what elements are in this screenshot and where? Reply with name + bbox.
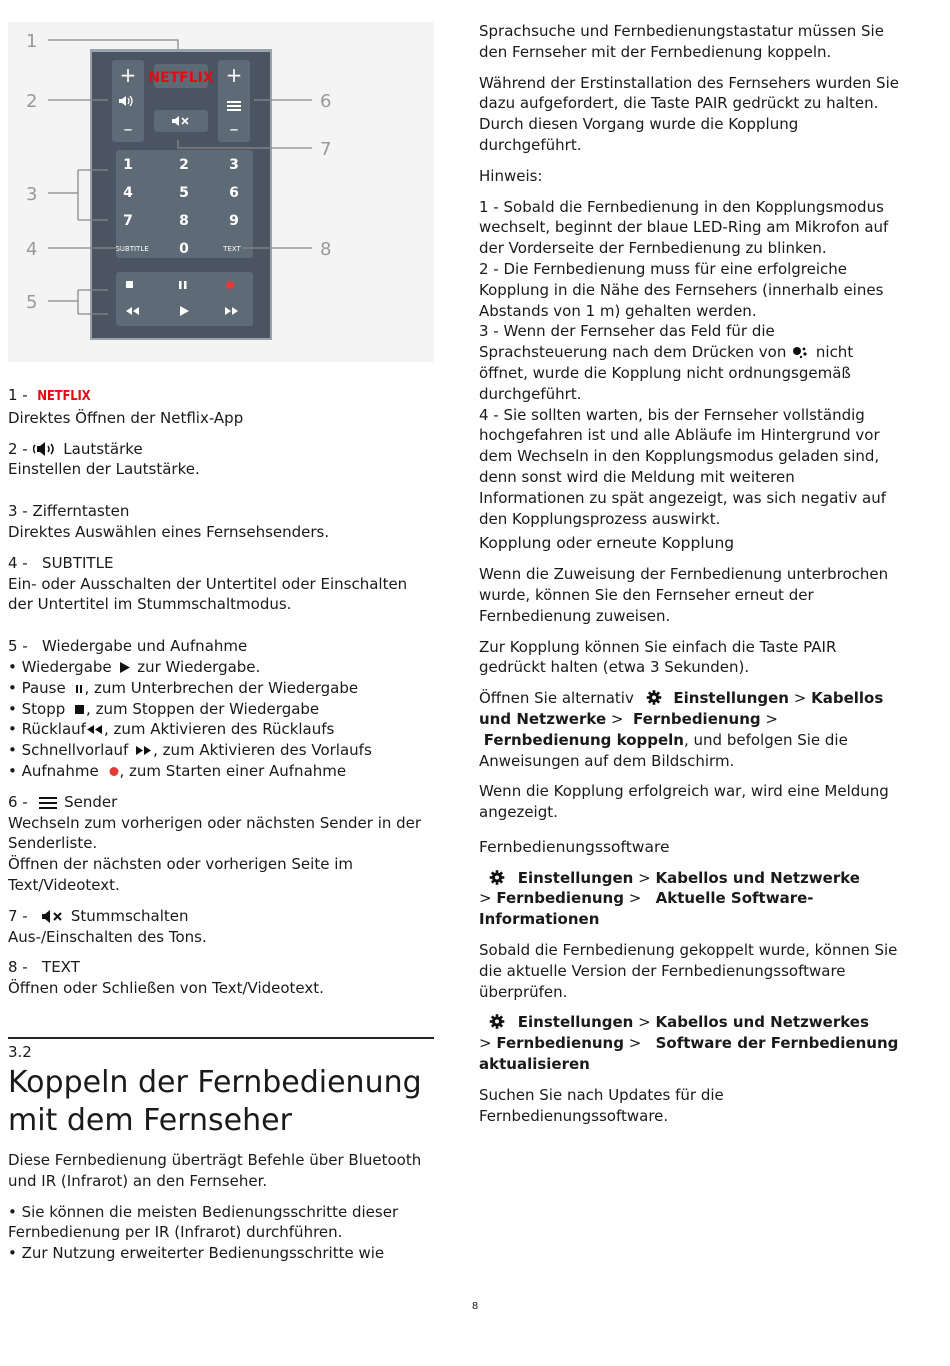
bullet-text: , zum Aktivieren des Vorlaufs [153,741,372,760]
section-intro: Diese Fernbedienung überträgt Befehle über Bluetooth und IR (Infrarot) an den Fernseher. [8,1150,422,1190]
subtitle-key: SUBTITLE [115,245,149,253]
bullet-text: • Rücklauf [8,720,86,739]
pause-icon [71,682,85,695]
digit-key: 7 [123,213,133,229]
rewind-icon [86,723,104,736]
legend-item-8-title [8,957,434,978]
item-label: Sender [64,792,118,811]
record-icon [104,765,120,778]
note-1: 1 - Sobald die Fernbedienung in den Kopplungsmodus wechselt, beginnt der blaue LED-Ring am Mikrofon auf der Vorderseite der Fernbedienung zu blinken. [479,197,889,258]
digit-key: 8 [179,213,189,229]
menu-path-item: Fernbedienung [496,1034,624,1053]
pairing-para-6: Wenn die Kopplung erfolgreich war, wird eine Meldung angezeigt. [479,782,889,822]
item-label: Stummschalten [70,906,189,925]
digit-key: 3 [229,157,239,173]
bullet-text: , zum Stoppen der Wiedergabe [86,699,320,718]
mute-icon [42,910,66,923]
menu-path-item: Fernbedienung koppeln [483,730,684,749]
pause-line [8,678,434,699]
legend-item-6-desc-1: Wechseln zum vorherigen oder nächsten Sender in der Senderliste. [8,813,422,853]
channel-plus: + [225,63,243,87]
digit-key: 2 [179,157,189,173]
rewind-line [8,719,434,740]
callout-number: 6 [320,91,332,112]
left-column [8,0,434,1264]
item-label: SUBTITLE [42,553,114,572]
legend-item-5-title [8,636,434,657]
menu-path-item: Software der Fernbedienung aktualisieren [479,1034,899,1074]
bullet-text: • Stopp [8,699,66,718]
page-number: 8 [471,1301,479,1312]
note-2: 2 - Die Fernbedienung muss für eine erfolgreiche Kopplung in die Nähe des Fernsehers (innerhalb eines Abstands von 1 m) gehalten werden. [479,259,884,320]
section-number: 3.2 [8,1042,32,1061]
legend-item-6-desc-2: Öffnen der nächsten oder vorherigen Seite im Text/Videotext. [8,855,353,894]
item-number: 6 - [8,792,28,811]
menu-path-item: Fernbedienung [496,889,624,908]
gear-icon [479,1014,513,1029]
subheading-pairing: Kopplung oder erneute Kopplung [479,534,735,553]
volume-plus: + [119,63,137,87]
digit-key: 1 [123,157,133,173]
digit-key: 4 [123,185,133,201]
bullet-text: • Wiedergabe [8,657,112,676]
path-separator: > [760,709,778,728]
path-separator: > [606,709,629,728]
path-separator: > [633,868,656,887]
section-title: Koppeln der Fernbedienung mit dem Fernseher [8,1064,422,1138]
pairing-para-4: Zur Kopplung können Sie einfach die Taste PAIR gedrückt halten (etwa 3 Sekunden). [479,637,837,677]
bullet-text: • Schnellvorlauf [8,741,129,760]
mute-key [154,110,208,132]
gear-icon [479,870,513,885]
item-label: Lautstärke [63,439,143,458]
item-number: 1 - [8,386,28,404]
legend-item-3-desc: Direktes Auswählen eines Fernsehsenders. [8,522,330,541]
path-separator: > [633,1013,656,1032]
callout-number: 1 [26,31,38,52]
legend-item-1-desc: Direktes Öffnen der Netflix-App [8,408,244,427]
subheading-software: Fernbedienungssoftware [479,837,670,856]
pairing-para-1: Sprachsuche und Fernbedienungstastatur müssen Sie den Fernseher mit der Fernbedienung koppeln. [479,22,884,61]
hint-label: Hinweis: [479,166,543,185]
bullet-text: , zum Aktivieren des Rücklaufs [103,720,335,739]
item-label: Wiedergabe und Aufnahme [42,637,248,656]
item-number: 4 - [8,553,28,572]
legend-item-7-title [8,906,434,927]
callout-number: 5 [26,292,38,313]
play-icon [116,661,132,674]
bullet-text: , zum Unterbrechen der Wiedergabe [84,678,359,697]
fast-forward-icon [133,744,153,757]
number-pad [116,150,253,258]
item-number: 5 - [8,637,28,656]
legend-item-4-desc: Ein- oder Ausschalten der Untertitel oder Einschalten der Untertitel im Stummschaltmodus. [8,574,408,614]
para-text: , und befolgen Sie die Anweisungen auf dem Bildschirm. [479,730,848,770]
path-separator: > [623,889,647,908]
stop-line [8,699,434,720]
volume-minus: – [123,119,133,140]
note-3 [479,321,905,404]
path-separator: > [788,689,812,708]
menu-path-item: Fernbedienung [633,709,761,728]
menu-path-item: Einstellungen [517,1013,634,1032]
digit-key: 0 [179,241,189,257]
channel-list-icon [37,797,59,809]
pairing-para-8: Suchen Sie nach Updates für die Fernbedienungssoftware. [479,1085,724,1125]
item-number: 2 - [8,439,28,458]
pairing-para-3: Wenn die Zuweisung der Fernbedienung unterbrochen wurde, können Sie den Fernseher erneut der Fernbedienung zuweisen. [479,565,889,625]
digit-key: 9 [229,213,239,229]
record-line [8,761,434,782]
pairing-para-2: Während der Erstinstallation des Fernsehers wurden Sie dazu aufgefordert, die Taste PAIR gedrückt zu halten. Durch diesen Vorgang wurde die Kopplung durchgeführt. [479,73,899,154]
legend-item-8-desc: Öffnen oder Schließen von Text/Videotext. [8,979,324,998]
section-rule [8,1037,434,1140]
menu-path-item: Kabellos und Netzwerke [655,868,860,887]
legend-item-2-desc: Einstellen der Lautstärke. [8,460,200,479]
item-number: 7 - [8,906,28,925]
fast-forward-line [8,740,434,761]
path-separator: > [623,1034,647,1053]
section-bullet-2: • Zur Nutzung erweiterter Bedienungsschritte wie [8,1244,385,1263]
netflix-logo-inline: NETFLIX [37,389,91,404]
legend-item-2-title [8,439,434,460]
legend-item-3-title: 3 - Zifferntasten [8,502,130,521]
pairing-para-5 [479,688,905,771]
legend-item-1-title [8,385,434,408]
menu-path-item: Einstellungen [673,689,789,708]
voice-assistant-icon [791,345,811,359]
note-text: 3 - Wenn der Fernseher das Feld für die Sprachsteuerung nach dem Drücken von [479,322,787,362]
bullet-text: zur Wiedergabe. [137,657,261,676]
legend-item-6-title [8,792,434,813]
callout-number: 2 [26,91,38,112]
menu-path-item: Kabellos und Netzwerke [479,689,884,728]
menu-path-item: Kabellos und Netzwerkes [655,1013,869,1032]
channel-minus: – [229,119,239,140]
section-bullet-1: • Sie können die meisten Bedienungsschritte dieser Fernbedienung per IR (Infrarot) durchführen. [8,1202,399,1242]
software-path-1 [479,868,905,930]
pairing-para-7: Sobald die Fernbedienung gekoppelt wurde, können Sie die aktuelle Version der Fernbedienungssoftware überprüfen. [479,941,898,1001]
stop-icon [70,703,86,716]
netflix-logo: NETFLIX [148,70,214,86]
menu-path-item: Aktuelle Software-Informationen [479,889,814,929]
digit-key: 5 [179,185,189,201]
legend-item-4-title [8,553,434,574]
playback-panel [116,272,253,326]
item-number: 8 - [8,958,28,977]
stop-icon [126,281,133,288]
text-key: TEXT [223,245,241,253]
callout-number: 3 [26,184,38,205]
menu-lines-icon [227,101,241,111]
bullet-text: • Pause [8,678,66,697]
bullet-text: , zum Starten einer Aufnahme [119,761,347,780]
callout-number: 4 [26,239,38,260]
remote-figure [8,22,434,382]
path-separator: > [479,1034,497,1053]
record-icon [226,281,234,289]
menu-path-item: Einstellungen [517,868,634,887]
right-column [479,21,905,1126]
volume-icon [33,442,59,456]
callout-number: 7 [320,139,332,160]
bullet-text: • Aufnahme [8,761,99,780]
note-4: 4 - Sie sollten warten, bis der Fernseher vollständig hochgefahren ist und alle Abläufe im Hintergrund vor dem Wechseln in den Kopplungsmodus geladen sind, denn sonst wird die Meldung mit weiteren Informationen zu spät angezeigt, was sich negativ auf den Kopplungsprozess auswirkt. [479,405,886,528]
software-path-2 [479,1012,905,1074]
path-separator: > [479,889,497,908]
callout-number: 8 [320,239,332,260]
play-line [8,657,434,678]
item-label: TEXT [42,958,80,977]
legend-item-7-desc: Aus-/Einschalten des Tons. [8,927,207,946]
gear-icon [639,690,669,705]
digit-key: 6 [229,185,239,201]
para-text: Öffnen Sie alternativ [479,689,634,708]
note-text: nicht öffnet, wurde die Kopplung nicht ordnungsgemäß durchgeführt. [479,343,854,403]
